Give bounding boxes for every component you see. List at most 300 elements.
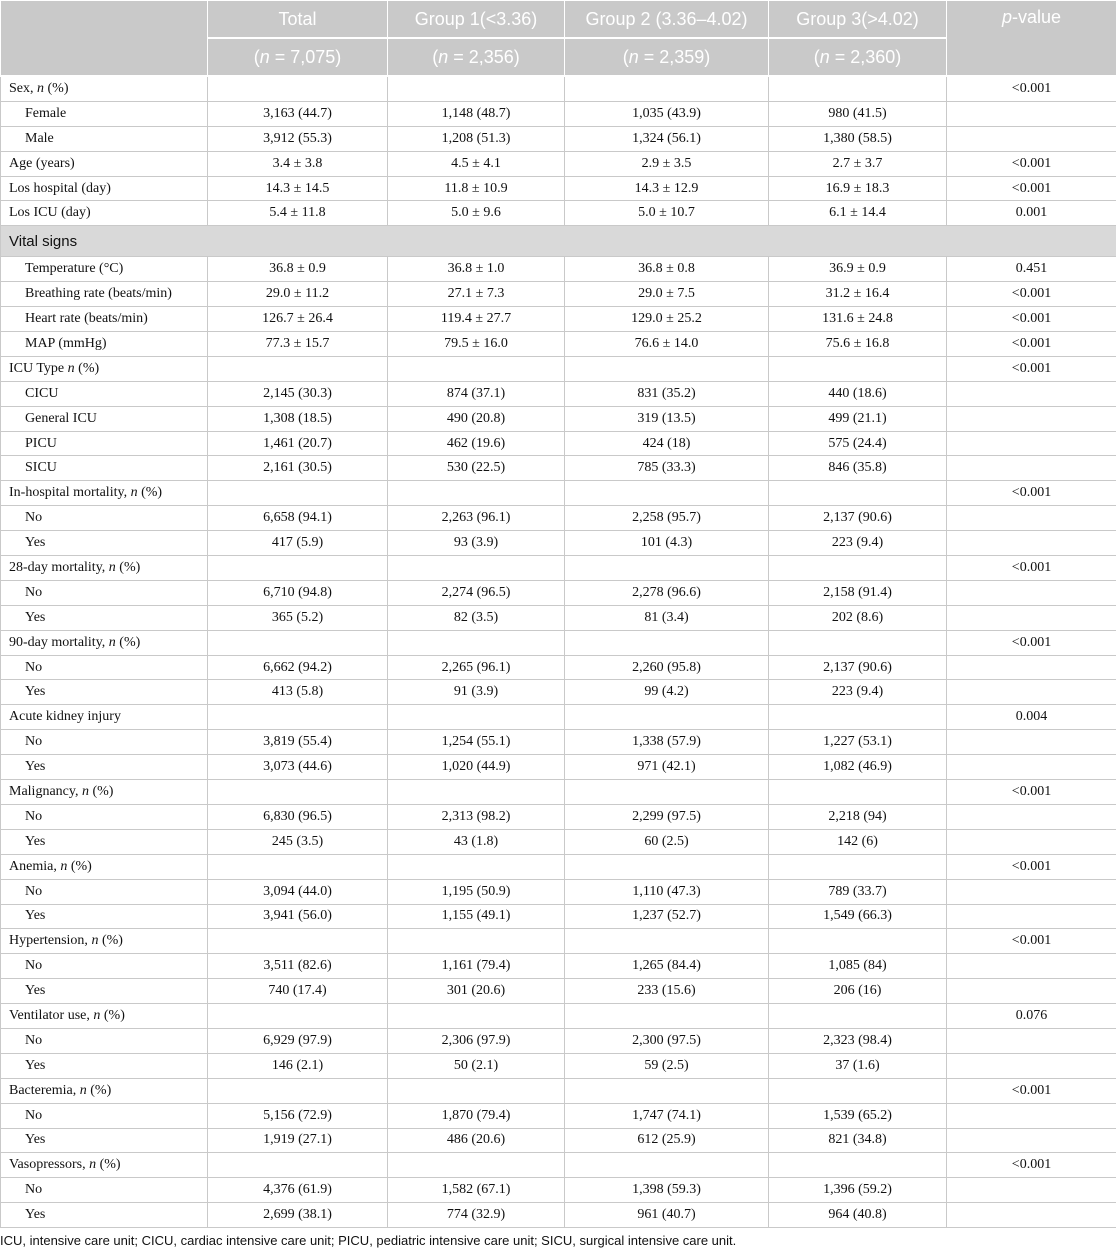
cell-total: 245 (3.5) (208, 829, 388, 854)
cell-group-2: 14.3 ± 12.9 (565, 176, 769, 201)
cell-total (208, 929, 388, 954)
cell-group-3: 202 (8.6) (769, 605, 947, 630)
cell-group-1: 1,020 (44.9) (388, 755, 565, 780)
table-row (1, 307, 1116, 332)
cell-group-1 (388, 1153, 565, 1178)
cell-group-1 (388, 705, 565, 730)
table-row (1, 1178, 1116, 1203)
row-label: Yes (1, 979, 208, 1004)
cell-group-2: 612 (25.9) (565, 1128, 769, 1153)
row-label: MAP (mmHg) (1, 332, 208, 357)
cell-group-1: 43 (1.8) (388, 829, 565, 854)
cell-group-3: 964 (40.8) (769, 1203, 947, 1228)
cell-group-1: 1,195 (50.9) (388, 879, 565, 904)
cell-group-1: 1,148 (48.7) (388, 101, 565, 126)
cell-group-2: 2,300 (97.5) (565, 1028, 769, 1053)
cell-group-2 (565, 780, 769, 805)
cell-p-value: <0.001 (947, 780, 1116, 805)
table-row (1, 176, 1116, 201)
table-row (1, 126, 1116, 151)
table-header (1, 1, 1116, 77)
cell-total: 2,145 (30.3) (208, 381, 388, 406)
cell-group-2 (565, 630, 769, 655)
cell-p-value (947, 804, 1116, 829)
cell-group-2: 1,747 (74.1) (565, 1103, 769, 1128)
cell-group-1: 119.4 ± 27.7 (388, 307, 565, 332)
cell-group-3: 1,082 (46.9) (769, 755, 947, 780)
row-label: Age (years) (1, 151, 208, 176)
table-row (1, 76, 1116, 101)
row-label: CICU (1, 381, 208, 406)
cell-group-1: 1,870 (79.4) (388, 1103, 565, 1128)
table-row (1, 456, 1116, 481)
cell-total (208, 1153, 388, 1178)
cell-group-3: 1,380 (58.5) (769, 126, 947, 151)
cell-total: 5,156 (72.9) (208, 1103, 388, 1128)
cell-group-2 (565, 1004, 769, 1029)
table-footnote: ICU, intensive care unit; CICU, cardiac intensive care unit; PICU, pediatric intensive care unit; SICU, surgical intensive care unit. (0, 1233, 737, 1248)
cell-group-2: 1,338 (57.9) (565, 730, 769, 755)
table-row (1, 954, 1116, 979)
cell-total (208, 630, 388, 655)
cell-group-1: 530 (22.5) (388, 456, 565, 481)
cell-group-1 (388, 854, 565, 879)
cell-p-value (947, 406, 1116, 431)
cell-group-2: 1,324 (56.1) (565, 126, 769, 151)
cell-group-3: 2,323 (98.4) (769, 1028, 947, 1053)
cell-group-2: 319 (13.5) (565, 406, 769, 431)
table-row (1, 1004, 1116, 1029)
cell-total: 6,658 (94.1) (208, 506, 388, 531)
cell-total: 1,308 (18.5) (208, 406, 388, 431)
cell-group-1: 79.5 ± 16.0 (388, 332, 565, 357)
cell-group-1 (388, 1078, 565, 1103)
table-row (1, 605, 1116, 630)
section-label: Vital signs (1, 226, 1116, 257)
cell-group-2: 29.0 ± 7.5 (565, 282, 769, 307)
table-row (1, 431, 1116, 456)
cell-p-value (947, 1178, 1116, 1203)
cell-total (208, 780, 388, 805)
cell-p-value: <0.001 (947, 854, 1116, 879)
table-row (1, 904, 1116, 929)
row-label: Heart rate (beats/min) (1, 307, 208, 332)
row-label: 28-day mortality, n (%) (1, 556, 208, 581)
cell-group-2: 36.8 ± 0.8 (565, 257, 769, 282)
cell-group-2 (565, 76, 769, 101)
table-row (1, 257, 1116, 282)
cell-total: 3,073 (44.6) (208, 755, 388, 780)
table-row (1, 356, 1116, 381)
cell-total (208, 481, 388, 506)
table-row (1, 979, 1116, 1004)
cell-p-value (947, 605, 1116, 630)
table-row (1, 780, 1116, 805)
cell-total: 14.3 ± 14.5 (208, 176, 388, 201)
cell-group-2: 2.9 ± 3.5 (565, 151, 769, 176)
cell-group-1 (388, 556, 565, 581)
cell-total: 6,662 (94.2) (208, 655, 388, 680)
cell-group-1: 1,161 (79.4) (388, 954, 565, 979)
cell-total: 3,912 (55.3) (208, 126, 388, 151)
cell-group-1: 1,254 (55.1) (388, 730, 565, 755)
cell-group-3: 36.9 ± 0.9 (769, 257, 947, 282)
cell-group-1: 874 (37.1) (388, 381, 565, 406)
cell-group-1: 1,582 (67.1) (388, 1178, 565, 1203)
cell-p-value: <0.001 (947, 481, 1116, 506)
cell-p-value: <0.001 (947, 556, 1116, 581)
table-row (1, 381, 1116, 406)
cell-p-value: <0.001 (947, 332, 1116, 357)
cell-group-2: 971 (42.1) (565, 755, 769, 780)
cell-p-value (947, 101, 1116, 126)
row-label: No (1, 506, 208, 531)
cell-group-3 (769, 1004, 947, 1029)
cell-group-1: 93 (3.9) (388, 531, 565, 556)
row-label: Yes (1, 829, 208, 854)
cell-group-2: 1,110 (47.3) (565, 879, 769, 904)
row-label: ICU Type n (%) (1, 356, 208, 381)
table-row (1, 151, 1116, 176)
cell-p-value (947, 126, 1116, 151)
table-body (1, 76, 1116, 1228)
cell-group-3: 16.9 ± 18.3 (769, 176, 947, 201)
cell-group-2: 1,237 (52.7) (565, 904, 769, 929)
cell-group-1 (388, 929, 565, 954)
cell-p-value: <0.001 (947, 76, 1116, 101)
cell-group-3: 2,137 (90.6) (769, 655, 947, 680)
cell-p-value: <0.001 (947, 151, 1116, 176)
row-label: Yes (1, 904, 208, 929)
cell-total: 5.4 ± 11.8 (208, 201, 388, 226)
cell-group-1 (388, 630, 565, 655)
row-label: Yes (1, 605, 208, 630)
cell-group-2 (565, 705, 769, 730)
row-label: Anemia, n (%) (1, 854, 208, 879)
cell-p-value: <0.001 (947, 282, 1116, 307)
cell-p-value (947, 655, 1116, 680)
cell-group-1: 2,274 (96.5) (388, 580, 565, 605)
cell-p-value: <0.001 (947, 630, 1116, 655)
row-label: Los hospital (day) (1, 176, 208, 201)
table-row (1, 1203, 1116, 1228)
cell-p-value (947, 680, 1116, 705)
cell-group-2: 99 (4.2) (565, 680, 769, 705)
row-label: No (1, 730, 208, 755)
cell-p-value: <0.001 (947, 929, 1116, 954)
row-label: Acute kidney injury (1, 705, 208, 730)
cell-group-2: 5.0 ± 10.7 (565, 201, 769, 226)
cell-group-3 (769, 780, 947, 805)
table-row (1, 804, 1116, 829)
cell-p-value: <0.001 (947, 176, 1116, 201)
table-row (1, 879, 1116, 904)
row-label: Temperature (°C) (1, 257, 208, 282)
cell-total: 1,461 (20.7) (208, 431, 388, 456)
cell-total: 2,699 (38.1) (208, 1203, 388, 1228)
table-row (1, 680, 1116, 705)
table-row (1, 531, 1116, 556)
cell-group-3: 2,218 (94) (769, 804, 947, 829)
table-row (1, 1128, 1116, 1153)
cell-group-1: 301 (20.6) (388, 979, 565, 1004)
row-label: Male (1, 126, 208, 151)
cell-group-3: 440 (18.6) (769, 381, 947, 406)
cell-group-3 (769, 1153, 947, 1178)
cell-group-3 (769, 854, 947, 879)
header-n-group-3: (n = 2,360) (769, 38, 947, 76)
cell-group-1: 462 (19.6) (388, 431, 565, 456)
cell-group-2: 2,258 (95.7) (565, 506, 769, 531)
row-label: Ventilator use, n (%) (1, 1004, 208, 1029)
cell-total: 36.8 ± 0.9 (208, 257, 388, 282)
cell-total: 3,163 (44.7) (208, 101, 388, 126)
cell-total: 3,094 (44.0) (208, 879, 388, 904)
cell-group-1: 2,263 (96.1) (388, 506, 565, 531)
row-label: 90-day mortality, n (%) (1, 630, 208, 655)
cell-group-1: 490 (20.8) (388, 406, 565, 431)
table-row (1, 1103, 1116, 1128)
cell-group-3: 575 (24.4) (769, 431, 947, 456)
row-label: Yes (1, 531, 208, 556)
row-label: Female (1, 101, 208, 126)
cell-group-3: 1,227 (53.1) (769, 730, 947, 755)
cell-p-value (947, 506, 1116, 531)
cell-group-1: 36.8 ± 1.0 (388, 257, 565, 282)
cell-group-1: 774 (32.9) (388, 1203, 565, 1228)
cell-group-2: 233 (15.6) (565, 979, 769, 1004)
row-label: PICU (1, 431, 208, 456)
cell-group-1: 50 (2.1) (388, 1053, 565, 1078)
cell-group-3: 6.1 ± 14.4 (769, 201, 947, 226)
header-n-group-2: (n = 2,359) (565, 38, 769, 76)
cell-group-1: 2,265 (96.1) (388, 655, 565, 680)
cell-p-value (947, 1103, 1116, 1128)
cell-total: 4,376 (61.9) (208, 1178, 388, 1203)
cell-group-3 (769, 556, 947, 581)
row-label: No (1, 655, 208, 680)
table-row (1, 929, 1116, 954)
cell-group-1: 486 (20.6) (388, 1128, 565, 1153)
cell-group-2: 424 (18) (565, 431, 769, 456)
cell-total: 3,511 (82.6) (208, 954, 388, 979)
cell-p-value (947, 456, 1116, 481)
cell-group-3: 1,396 (59.2) (769, 1178, 947, 1203)
cell-p-value (947, 879, 1116, 904)
cell-group-3: 789 (33.7) (769, 879, 947, 904)
cell-total: 77.3 ± 15.7 (208, 332, 388, 357)
row-label: No (1, 879, 208, 904)
table-row (1, 630, 1116, 655)
table-row (1, 332, 1116, 357)
cell-total: 740 (17.4) (208, 979, 388, 1004)
cell-total: 6,710 (94.8) (208, 580, 388, 605)
cell-total (208, 705, 388, 730)
row-label: Hypertension, n (%) (1, 929, 208, 954)
cell-group-1: 2,306 (97.9) (388, 1028, 565, 1053)
cell-group-2: 59 (2.5) (565, 1053, 769, 1078)
cell-group-1: 27.1 ± 7.3 (388, 282, 565, 307)
cell-group-2: 961 (40.7) (565, 1203, 769, 1228)
row-label: No (1, 954, 208, 979)
cell-p-value (947, 755, 1116, 780)
table-row (1, 755, 1116, 780)
table-row (1, 201, 1116, 226)
cell-group-1 (388, 76, 565, 101)
row-label: Yes (1, 680, 208, 705)
cell-total: 6,830 (96.5) (208, 804, 388, 829)
cell-group-3 (769, 929, 947, 954)
cell-group-2: 785 (33.3) (565, 456, 769, 481)
cell-p-value (947, 580, 1116, 605)
cell-total: 146 (2.1) (208, 1053, 388, 1078)
cell-group-1: 1,208 (51.3) (388, 126, 565, 151)
section-row (1, 226, 1116, 257)
cell-p-value (947, 381, 1116, 406)
table-row (1, 1078, 1116, 1103)
cell-p-value (947, 431, 1116, 456)
cell-group-2: 76.6 ± 14.0 (565, 332, 769, 357)
cell-p-value: 0.076 (947, 1004, 1116, 1029)
table-row (1, 556, 1116, 581)
row-label: Yes (1, 1128, 208, 1153)
header-group-1: Group 1(<3.36) (388, 1, 565, 39)
cell-group-1: 1,155 (49.1) (388, 904, 565, 929)
cell-group-1 (388, 1004, 565, 1029)
header-p-value: p-value (947, 1, 1116, 77)
cell-p-value (947, 979, 1116, 1004)
table-row (1, 481, 1116, 506)
cell-p-value (947, 904, 1116, 929)
cell-total: 3,941 (56.0) (208, 904, 388, 929)
row-label: No (1, 804, 208, 829)
cell-group-3: 75.6 ± 16.8 (769, 332, 947, 357)
cell-group-3 (769, 630, 947, 655)
cell-group-2: 1,265 (84.4) (565, 954, 769, 979)
table-row (1, 730, 1116, 755)
cell-group-3: 1,549 (66.3) (769, 904, 947, 929)
cell-p-value (947, 531, 1116, 556)
cell-group-3: 499 (21.1) (769, 406, 947, 431)
cell-group-3: 31.2 ± 16.4 (769, 282, 947, 307)
cell-group-2: 2,278 (96.6) (565, 580, 769, 605)
cell-total (208, 1004, 388, 1029)
cell-total (208, 1078, 388, 1103)
cell-total: 413 (5.8) (208, 680, 388, 705)
cell-p-value: 0.001 (947, 201, 1116, 226)
cell-group-1: 4.5 ± 4.1 (388, 151, 565, 176)
cell-group-3: 1,085 (84) (769, 954, 947, 979)
cell-p-value (947, 829, 1116, 854)
table-row (1, 282, 1116, 307)
table-row (1, 829, 1116, 854)
cell-group-3: 821 (34.8) (769, 1128, 947, 1153)
row-label: Yes (1, 1203, 208, 1228)
cell-p-value: <0.001 (947, 1078, 1116, 1103)
cell-group-2 (565, 929, 769, 954)
cell-total: 3,819 (55.4) (208, 730, 388, 755)
table-row (1, 580, 1116, 605)
cell-p-value (947, 730, 1116, 755)
row-label: Vasopressors, n (%) (1, 1153, 208, 1178)
cell-p-value: 0.451 (947, 257, 1116, 282)
header-total: Total (208, 1, 388, 39)
table-row (1, 705, 1116, 730)
cell-group-2 (565, 556, 769, 581)
table-row (1, 1028, 1116, 1053)
cell-p-value (947, 954, 1116, 979)
cell-group-1: 5.0 ± 9.6 (388, 201, 565, 226)
cell-total: 417 (5.9) (208, 531, 388, 556)
cell-p-value: 0.004 (947, 705, 1116, 730)
row-label: SICU (1, 456, 208, 481)
cell-group-3: 131.6 ± 24.8 (769, 307, 947, 332)
row-label: Breathing rate (beats/min) (1, 282, 208, 307)
cell-group-2: 129.0 ± 25.2 (565, 307, 769, 332)
header-group-3: Group 3(>4.02) (769, 1, 947, 39)
cell-group-3 (769, 481, 947, 506)
cell-group-3 (769, 1078, 947, 1103)
header-n-total: (n = 7,075) (208, 38, 388, 76)
row-label: Malignancy, n (%) (1, 780, 208, 805)
cell-total: 3.4 ± 3.8 (208, 151, 388, 176)
table-row (1, 1153, 1116, 1178)
cell-p-value: <0.001 (947, 307, 1116, 332)
cell-group-2: 831 (35.2) (565, 381, 769, 406)
cell-group-3 (769, 705, 947, 730)
row-label: General ICU (1, 406, 208, 431)
row-label: No (1, 1028, 208, 1053)
cell-p-value (947, 1128, 1116, 1153)
cell-group-2 (565, 1153, 769, 1178)
cell-group-1: 11.8 ± 10.9 (388, 176, 565, 201)
table-row (1, 506, 1116, 531)
cell-group-2 (565, 1078, 769, 1103)
cell-group-3: 2,137 (90.6) (769, 506, 947, 531)
cell-total: 365 (5.2) (208, 605, 388, 630)
cell-group-3 (769, 76, 947, 101)
row-label: Yes (1, 1053, 208, 1078)
cell-total (208, 854, 388, 879)
cell-total: 6,929 (97.9) (208, 1028, 388, 1053)
cell-group-1 (388, 356, 565, 381)
cell-group-2 (565, 481, 769, 506)
cell-total: 29.0 ± 11.2 (208, 282, 388, 307)
cell-p-value (947, 1028, 1116, 1053)
row-label: No (1, 1178, 208, 1203)
cell-p-value: <0.001 (947, 1153, 1116, 1178)
table-row (1, 655, 1116, 680)
cell-group-2 (565, 356, 769, 381)
cell-total (208, 76, 388, 101)
row-label: No (1, 580, 208, 605)
cell-group-3 (769, 356, 947, 381)
cell-group-3: 2,158 (91.4) (769, 580, 947, 605)
row-label: Bacteremia, n (%) (1, 1078, 208, 1103)
cell-total: 2,161 (30.5) (208, 456, 388, 481)
table-row (1, 101, 1116, 126)
cell-group-3: 206 (16) (769, 979, 947, 1004)
cell-group-3: 223 (9.4) (769, 680, 947, 705)
cell-group-2: 101 (4.3) (565, 531, 769, 556)
cell-total: 126.7 ± 26.4 (208, 307, 388, 332)
cell-total: 1,919 (27.1) (208, 1128, 388, 1153)
cell-group-3: 1,539 (65.2) (769, 1103, 947, 1128)
cell-group-3: 37 (1.6) (769, 1053, 947, 1078)
cell-group-3: 223 (9.4) (769, 531, 947, 556)
cell-p-value (947, 1203, 1116, 1228)
cell-group-1: 2,313 (98.2) (388, 804, 565, 829)
